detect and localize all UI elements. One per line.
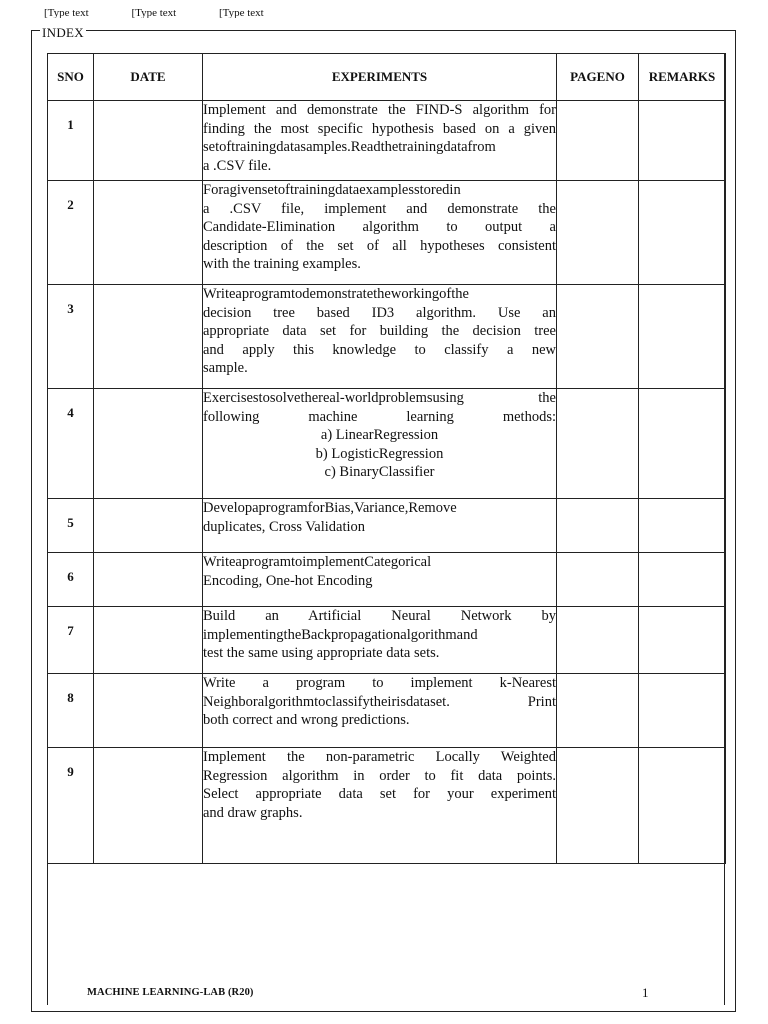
experiment-text-line: with the training examples. (203, 256, 361, 272)
table-row (48, 499, 726, 553)
experiment-text-line: DevelopaprogramforBias,Variance,Remove (203, 500, 457, 516)
sno-cell (48, 389, 94, 499)
pageno-cell (557, 674, 639, 748)
footer-course: MACHINE LEARNING-LAB (R20) (87, 987, 254, 998)
experiment-text-line: a .CSV file, implement and demonstrate the (203, 200, 556, 217)
experiment-text-line: a .CSV file. (203, 157, 272, 174)
sno-cell (48, 101, 94, 181)
sno-value: 3 (67, 301, 74, 316)
experiment-text-line: Writeaprogramtodemonstratetheworkingofthe (203, 286, 469, 302)
pageno-cell (557, 101, 639, 181)
experiment-text-line: description of the set of all hypotheses consistent (203, 237, 556, 254)
remarks-cell (639, 553, 726, 607)
sno-value: 9 (67, 764, 74, 779)
sno-value: 1 (67, 117, 74, 132)
table-row (48, 553, 726, 607)
experiment-text-line: Exercisestosolvethereal-worldproblemsusing the (203, 390, 556, 406)
header-placeholder-2: [Type text (131, 7, 177, 18)
table-row (48, 674, 726, 748)
date-cell (94, 553, 203, 607)
index-title: INDEX (42, 25, 84, 40)
date-cell (94, 499, 203, 553)
table-row (48, 748, 726, 864)
pageno-cell (557, 181, 639, 285)
table-row (48, 181, 726, 285)
column-header-date: DATE (94, 54, 203, 101)
experiment-text-line: finding the most specific hypothesis based on a given (203, 120, 556, 137)
column-header-sno: SNO (48, 54, 94, 101)
sno-cell (48, 607, 94, 674)
header-placeholder-1: [Type text (44, 7, 89, 18)
sno-value: 7 (67, 623, 74, 638)
remarks-cell (639, 101, 726, 181)
pageno-cell (557, 285, 639, 389)
date-cell (94, 101, 203, 181)
date-cell (94, 285, 203, 389)
pageno-cell (557, 553, 639, 607)
sno-value: 5 (67, 515, 74, 530)
experiment-subitem: a) LinearRegression (320, 427, 439, 443)
sno-value: 2 (67, 197, 74, 212)
experiment-text-line: Foragivensetoftrainingdataexamplesstoredin (203, 182, 461, 198)
sno-value: 8 (67, 690, 74, 705)
experiment-text-line: WriteaprogramtoimplementCategorical (203, 554, 432, 570)
experiment-text-line: Select appropriate data set for your experiment (203, 786, 556, 802)
pageno-cell (557, 389, 639, 499)
experiment-subitem: c) BinaryClassifier (324, 464, 435, 480)
sno-cell (48, 748, 94, 864)
header-placeholder-3: [Type text (219, 7, 264, 18)
experiment-cell (203, 674, 557, 748)
experiment-text-line: and draw graphs. (203, 804, 303, 821)
date-cell (94, 748, 203, 864)
experiment-cell (203, 607, 557, 674)
experiment-subitem: b) LogisticRegression (315, 445, 444, 462)
footer-page-number: 1 (642, 985, 649, 1000)
experiment-text-line: Neighboralgorithmtoclassifytheirisdataset. Print (203, 693, 556, 710)
experiment-cell (203, 285, 557, 389)
experiment-text-line: Write a program to implement k-Nearest (203, 675, 556, 691)
sno-cell (48, 285, 94, 389)
sno-cell (48, 499, 94, 553)
sno-value: 6 (67, 569, 74, 584)
sno-value: 4 (67, 405, 74, 420)
column-header-experiments: EXPERIMENTS (203, 54, 557, 101)
experiment-text-line: following machine learning methods: (203, 408, 556, 425)
experiment-text-line: sample. (203, 360, 248, 376)
pageno-cell (557, 607, 639, 674)
date-cell (94, 389, 203, 499)
experiment-text-line: Build an Artificial Neural Network by (203, 608, 556, 624)
experiment-cell (203, 553, 557, 607)
experiment-cell (203, 748, 557, 864)
sno-cell (48, 553, 94, 607)
experiment-text-line: both correct and wrong predictions. (203, 712, 410, 728)
experiment-text-line: appropriate data set for building the decision tree (203, 323, 556, 339)
table-row (48, 607, 726, 674)
index-table (47, 53, 726, 864)
experiment-text-line: Candidate-Elimination algorithm to output a (203, 219, 556, 235)
table-row (48, 101, 726, 181)
table-row (48, 285, 726, 389)
remarks-cell (639, 674, 726, 748)
remarks-cell (639, 285, 726, 389)
experiment-text-line: decision tree based ID3 algorithm. Use an (203, 304, 556, 321)
table-header-row (48, 54, 726, 101)
experiment-text-line: Implement the non-parametric Locally Weighted (203, 749, 556, 765)
experiment-text-line: Encoding, One-hot Encoding (203, 572, 373, 589)
experiment-text-line: implementingtheBackpropagationalgorithmand (203, 626, 478, 643)
column-header-pageno: PAGENO (557, 54, 639, 101)
experiment-text-line: test the same using appropriate data sets. (203, 645, 440, 661)
experiment-text-line: duplicates, Cross Validation (203, 518, 366, 535)
experiment-text-line: and apply this knowledge to classify a new (203, 341, 556, 358)
column-header-remarks: REMARKS (639, 54, 726, 101)
table-row (48, 389, 726, 499)
sno-cell (48, 674, 94, 748)
remarks-cell (639, 181, 726, 285)
experiment-cell (203, 101, 557, 181)
remarks-cell (639, 499, 726, 553)
experiment-cell (203, 181, 557, 285)
pageno-cell (557, 499, 639, 553)
remarks-cell (639, 748, 726, 864)
experiment-text-line: Regression algorithm in order to fit data points. (203, 767, 556, 784)
date-cell (94, 674, 203, 748)
experiment-cell (203, 389, 557, 499)
remarks-cell (639, 389, 726, 499)
header-placeholders (44, 6, 304, 18)
pageno-cell (557, 748, 639, 864)
date-cell (94, 607, 203, 674)
remarks-cell (639, 607, 726, 674)
sno-cell (48, 181, 94, 285)
experiment-text-line: Implement and demonstrate the FIND-S algorithm for (203, 102, 556, 118)
experiment-cell (203, 499, 557, 553)
experiment-text-line: setoftrainingdatasamples.Readthetrainingdatafrom (203, 139, 496, 155)
date-cell (94, 181, 203, 285)
